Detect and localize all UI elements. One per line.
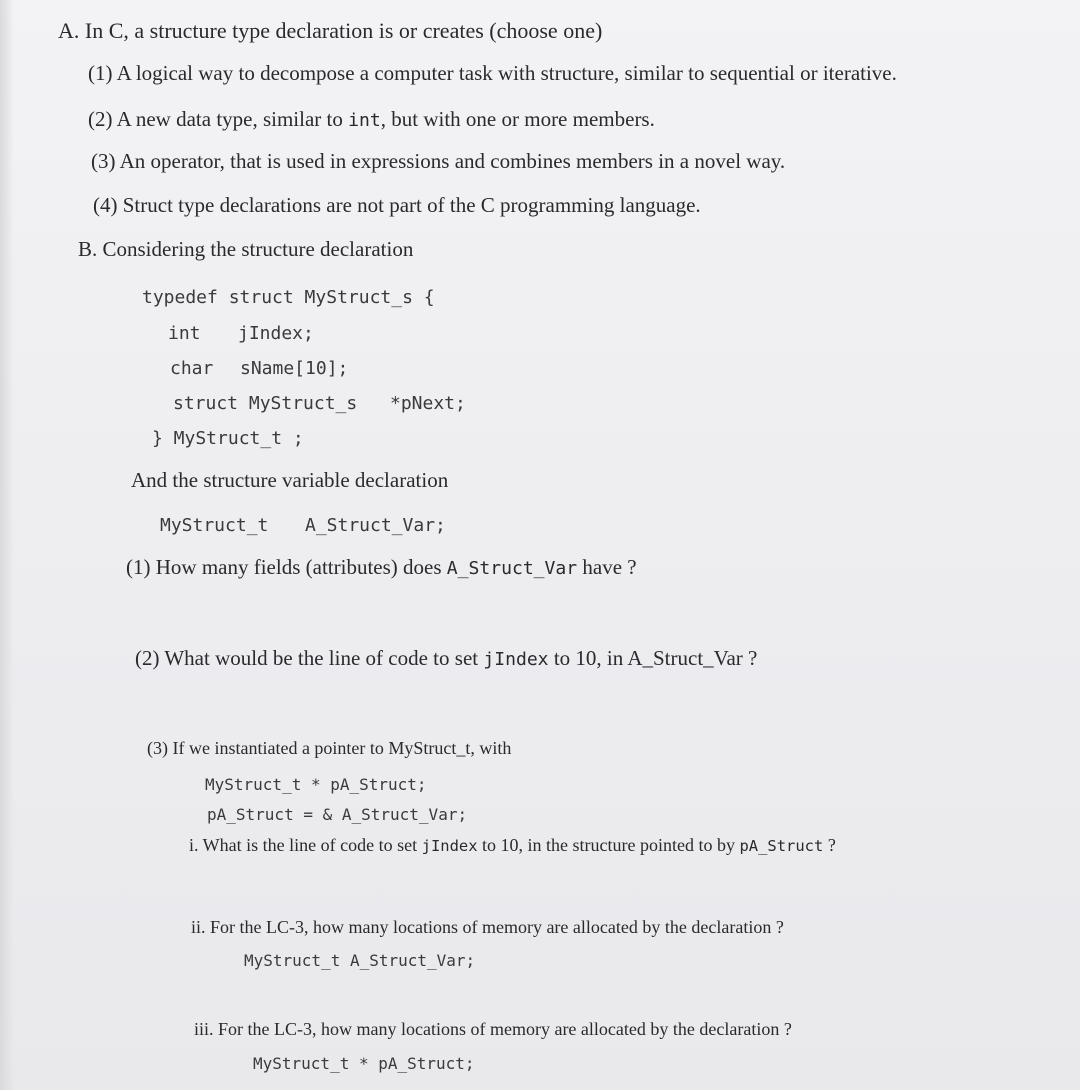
option-text: Struct type declarations are not part of the C programming language. (122, 193, 701, 217)
question-b3-i (189, 832, 836, 859)
option-text-pre: A new data type, similar to (116, 107, 349, 131)
field-type: char (170, 358, 214, 379)
question-b3-i-code2: pA_Struct (739, 837, 824, 855)
struct-field-2 (170, 356, 348, 382)
question-a-option-1 (88, 60, 897, 86)
question-b1-pre: (1) How many fields (attributes) does (126, 555, 447, 579)
question-b3-intro: (3) If we instantiated a pointer to MyStruct_t, with (147, 738, 512, 758)
question-b2-pre: (2) What would be the line of code to set (135, 646, 484, 670)
field-type: int (168, 323, 201, 344)
var-type: MyStruct_t (160, 515, 269, 536)
option-text: A logical way to decompose a computer task with structure, similar to sequential or iterative. (116, 61, 897, 85)
question-b2 (135, 645, 757, 673)
question-b3-ii-code: MyStruct_t A_Struct_Var; (244, 951, 476, 970)
option-inline-code: int (348, 110, 381, 131)
question-b2-post: to 10, in A_Struct_Var ? (548, 646, 758, 670)
var-decl-code (160, 513, 446, 539)
pointer-decl-code: MyStruct_t * pA_Struct; (205, 775, 427, 794)
struct-field-1 (168, 321, 314, 347)
question-b-prompt: B. Considering the structure declaration (78, 237, 414, 261)
question-b3-i-pre: i. What is the line of code to set (189, 835, 422, 855)
struct-decl-open: typedef struct MyStruct_s { (142, 287, 435, 308)
option-text: An operator, that is used in expressions and combines members in a novel way. (119, 149, 786, 173)
var-name: A_Struct_Var; (305, 515, 446, 536)
question-b3-ii: ii. For the LC-3, how many locations of memory are allocated by the declaration ? (191, 917, 784, 937)
option-text-post: , but with one or more members. (380, 107, 655, 131)
question-a-option-4 (93, 192, 701, 218)
field-type: struct MyStruct_s (173, 393, 358, 414)
question-b3-iii: iii. For the LC-3, how many locations of memory are allocated by the declaration ? (194, 1019, 792, 1039)
option-number: (3) (91, 149, 116, 173)
question-b1 (126, 554, 637, 582)
option-number: (1) (88, 61, 113, 85)
question-a-option-2 (88, 106, 655, 134)
question-b1-post: have ? (577, 555, 637, 579)
pointer-assign-code: pA_Struct = & A_Struct_Var; (207, 805, 468, 824)
option-number: (4) (93, 193, 118, 217)
field-name: *pNext; (390, 393, 466, 414)
var-decl-intro: And the structure variable declaration (131, 468, 449, 492)
question-a-option-3 (91, 148, 785, 174)
struct-decl-close: } MyStruct_t ; (152, 428, 304, 449)
struct-field-3 (173, 391, 466, 417)
field-name: sName[10]; (240, 358, 349, 379)
question-b1-code: A_Struct_Var (446, 558, 578, 579)
page-edge-shadow (0, 0, 14, 1090)
question-b2-code: jIndex (483, 649, 549, 670)
question-a-prompt: A. In C, a structure type declaration is or creates (choose one) (58, 18, 603, 43)
question-b3-i-post: ? (823, 835, 836, 855)
field-name: jIndex; (238, 323, 314, 344)
question-b3-iii-code: MyStruct_t * pA_Struct; (253, 1054, 475, 1073)
option-number: (2) (88, 107, 113, 131)
question-b3-i-code: jIndex (421, 837, 478, 855)
question-b3-i-mid: to 10, in the structure pointed to by (477, 835, 740, 855)
